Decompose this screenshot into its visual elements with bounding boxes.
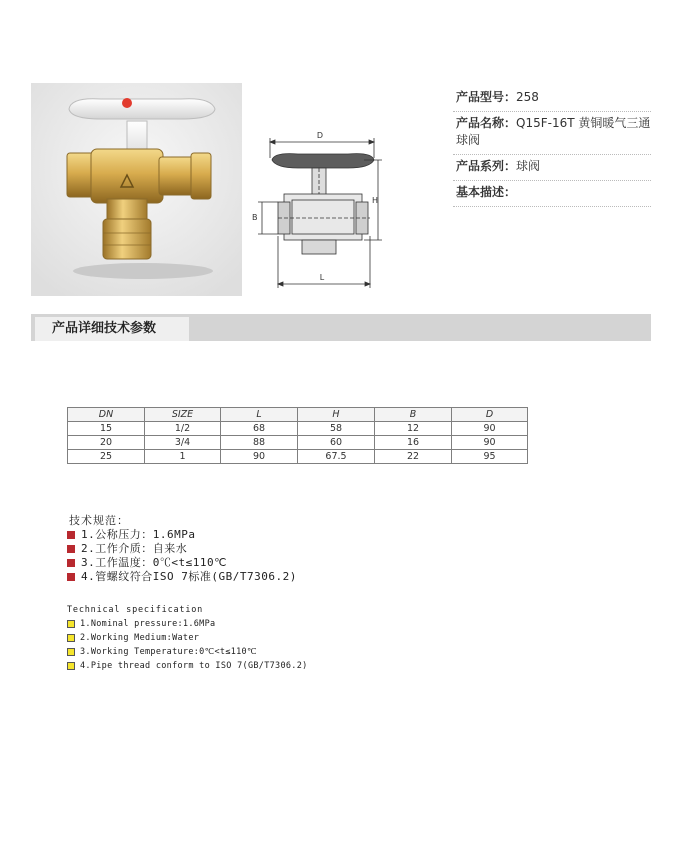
table-cell: 95 — [452, 450, 528, 464]
info-model — [453, 86, 651, 112]
table-cell: 60 — [298, 436, 375, 450]
list-item — [67, 645, 308, 659]
info-name — [453, 112, 651, 155]
table-cell: 25 — [68, 450, 145, 464]
list-item — [67, 542, 297, 556]
list-item — [67, 570, 297, 584]
yellow-square-bullet-icon — [67, 620, 75, 628]
yellow-square-bullet-icon — [67, 634, 75, 642]
info-model-label: 产品型号： — [456, 90, 517, 104]
table-row — [68, 422, 528, 436]
spec-en-item: 4.Pipe thread conform to ISO 7(GB/T7306.2) — [80, 661, 308, 671]
product-info — [453, 86, 651, 207]
table-cell: 90 — [452, 422, 528, 436]
spec-cn-title: 技术规范： — [69, 514, 129, 527]
table-cell: 58 — [298, 422, 375, 436]
table-cell: 12 — [375, 422, 452, 436]
table-header-cell: DN — [68, 408, 145, 422]
spec-en-list — [67, 617, 308, 673]
table-cell: 15 — [68, 422, 145, 436]
spec-en-item: 2.Working Medium:Water — [80, 633, 200, 643]
table-header-cell: H — [298, 408, 375, 422]
list-item — [67, 631, 308, 645]
spec-en-item: 3.Working Temperature:0℃<t≤110℃ — [80, 647, 257, 657]
table-cell: 67.5 — [298, 450, 375, 464]
info-desc — [453, 181, 651, 207]
table-header-cell: B — [375, 408, 452, 422]
dim-label-h: H — [372, 196, 379, 205]
dim-label-b: B — [252, 213, 258, 222]
spec-table — [67, 407, 528, 464]
spec-cn-item: 3.工作温度：0℃<t≤110℃ — [81, 556, 227, 569]
product-photo — [31, 83, 242, 296]
section-title: 产品详细技术参数 — [52, 321, 157, 336]
info-series — [453, 155, 651, 181]
table-row — [68, 450, 528, 464]
info-desc-label: 基本描述： — [456, 185, 517, 199]
table-cell: 88 — [221, 436, 298, 450]
info-name-value: Q15F-16T 黄铜暖气三通球阀 — [456, 116, 651, 147]
spec-cn-item: 2.工作介质：自来水 — [81, 542, 188, 555]
red-square-bullet-icon — [67, 559, 75, 567]
table-cell: 1 — [145, 450, 221, 464]
spec-cn-item: 4.管螺纹符合ISO 7标准(GB/T7306.2) — [81, 570, 297, 583]
list-item — [67, 528, 297, 542]
dim-label-l: L — [319, 273, 325, 282]
table-cell: 1/2 — [145, 422, 221, 436]
table-cell: 16 — [375, 436, 452, 450]
table-cell: 90 — [221, 450, 298, 464]
table-cell: 22 — [375, 450, 452, 464]
spec-cn-list — [67, 528, 297, 584]
table-cell: 3/4 — [145, 436, 221, 450]
list-item — [67, 617, 308, 631]
yellow-square-bullet-icon — [67, 662, 75, 670]
info-series-label: 产品系列： — [456, 159, 517, 173]
list-item — [67, 659, 308, 673]
table-header-cell: D — [452, 408, 528, 422]
red-square-bullet-icon — [67, 531, 75, 539]
spec-en-item: 1.Nominal pressure:1.6MPa — [80, 619, 216, 629]
spec-cn-item: 1.公称压力：1.6MPa — [81, 528, 196, 541]
info-name-label: 产品名称： — [456, 116, 517, 130]
table-cell: 90 — [452, 436, 528, 450]
table-cell: 68 — [221, 422, 298, 436]
red-square-bullet-icon — [67, 573, 75, 581]
table-row — [68, 436, 528, 450]
spec-en-title: Technical specification — [67, 605, 204, 615]
red-square-bullet-icon — [67, 545, 75, 553]
yellow-square-bullet-icon — [67, 648, 75, 656]
dim-label-d: D — [316, 131, 324, 140]
table-header-cell: L — [221, 408, 298, 422]
info-series-value: 球阀 — [516, 159, 541, 173]
info-model-value: 258 — [516, 90, 539, 104]
list-item — [67, 556, 297, 570]
table-header-row — [68, 408, 528, 422]
table-header-cell: SIZE — [145, 408, 221, 422]
table-cell: 20 — [68, 436, 145, 450]
dimension-drawing — [248, 128, 383, 293]
